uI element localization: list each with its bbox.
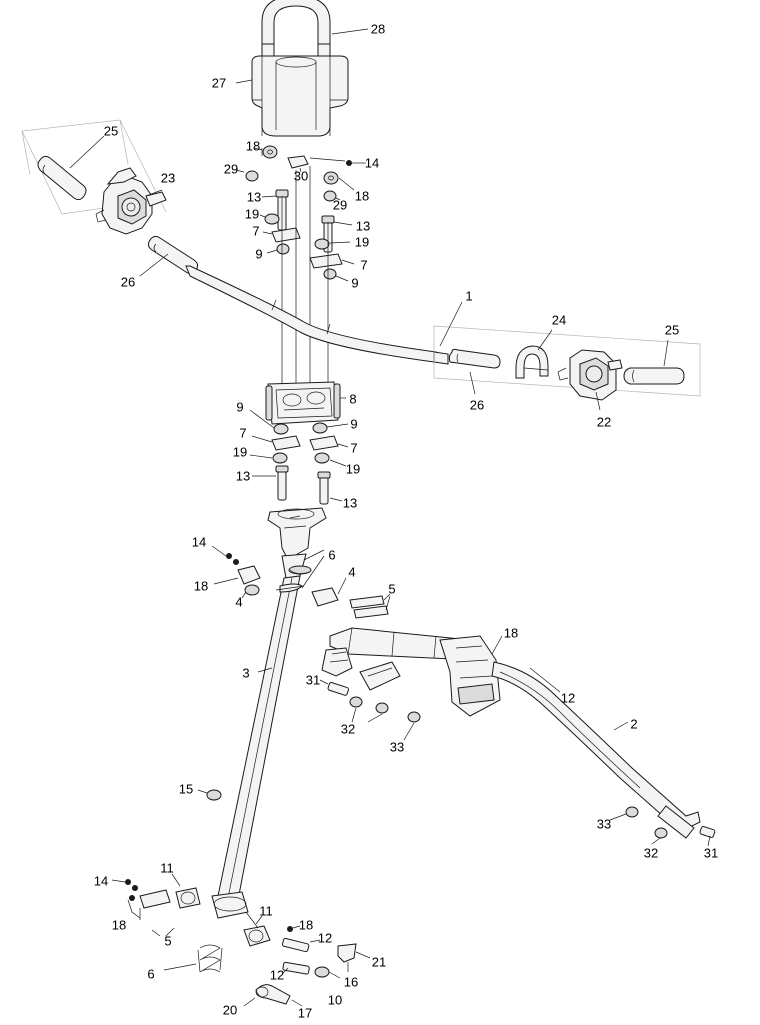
part-25-right-grip <box>624 368 684 384</box>
callout-5-b: 5 <box>164 933 172 949</box>
callout-13-d: 13 <box>342 495 358 511</box>
callout-14-b: 14 <box>191 534 207 550</box>
callout-24: 24 <box>551 312 567 328</box>
column-fasteners-left <box>212 546 260 598</box>
callout-7-d: 7 <box>350 440 358 456</box>
callout-10: 10 <box>327 992 343 1008</box>
callout-18-a: 18 <box>245 138 261 154</box>
callout-7-a: 7 <box>252 223 260 239</box>
callout-9-a: 9 <box>255 246 263 262</box>
callout-7-b: 7 <box>360 257 368 273</box>
callout-2: 2 <box>630 716 638 732</box>
callout-14-a: 14 <box>364 155 380 171</box>
callout-6-b: 6 <box>147 966 155 982</box>
callout-27: 27 <box>211 75 227 91</box>
callout-13-a: 13 <box>246 189 262 205</box>
part-6-spring-lower <box>164 945 222 972</box>
part-8-clamp-plate <box>266 382 340 424</box>
callout-9-d: 9 <box>350 416 358 432</box>
callout-22: 22 <box>596 414 612 430</box>
callout-4-a: 4 <box>348 564 356 580</box>
part-23-left-control <box>96 168 166 234</box>
callout-4-b: 4 <box>235 594 243 610</box>
part-26-right-tube <box>449 349 500 368</box>
callout-15: 15 <box>178 781 194 797</box>
parts-4-5-brackets <box>312 578 390 618</box>
callout-29-b: 29 <box>332 197 348 213</box>
callout-30: 30 <box>293 168 309 184</box>
callout-9-c: 9 <box>236 399 244 415</box>
callout-25-right: 25 <box>664 322 680 338</box>
callout-12-a: 12 <box>560 690 576 706</box>
callout-18-c: 18 <box>193 578 209 594</box>
callout-18-d: 18 <box>503 625 519 641</box>
callout-32-b: 32 <box>643 845 659 861</box>
callout-13-c: 13 <box>235 468 251 484</box>
part-15-washer <box>198 790 221 800</box>
callout-18-e: 18 <box>111 917 127 933</box>
part-1-handlebar <box>186 266 448 364</box>
lower-fastener-cluster <box>250 410 348 504</box>
lower-left-cluster <box>112 874 222 972</box>
callout-9-b: 9 <box>351 275 359 291</box>
callout-17: 17 <box>297 1005 313 1021</box>
callout-33-b: 33 <box>596 816 612 832</box>
callout-8: 8 <box>349 391 357 407</box>
callout-23: 23 <box>160 170 176 186</box>
callout-12-c: 12 <box>269 967 285 983</box>
callout-18-b: 18 <box>354 188 370 204</box>
part-22-right-control <box>558 350 622 400</box>
callout-26-left: 26 <box>120 274 136 290</box>
callout-12-b: 12 <box>317 930 333 946</box>
callout-32-a: 32 <box>340 721 356 737</box>
callout-26-right: 26 <box>469 397 485 413</box>
part-28-handle-loop <box>262 0 330 58</box>
callout-14-c: 14 <box>93 873 109 889</box>
callout-16: 16 <box>343 974 359 990</box>
callout-7-c: 7 <box>239 425 247 441</box>
callout-19-b: 19 <box>354 234 370 250</box>
callout-6-a: 6 <box>328 547 336 563</box>
callout-1: 1 <box>465 288 473 304</box>
callout-19-a: 19 <box>244 206 260 222</box>
callout-20: 20 <box>222 1002 238 1018</box>
callout-11-a: 11 <box>160 860 174 876</box>
callout-25-left: 25 <box>103 123 119 139</box>
callout-13-b: 13 <box>355 218 371 234</box>
callout-5-a: 5 <box>388 581 396 597</box>
callout-18-f: 18 <box>298 917 314 933</box>
part-2-lower-frame <box>322 625 715 838</box>
callout-33-a: 33 <box>389 739 405 755</box>
upper-fastener-cluster <box>236 146 366 420</box>
part-24-clamp-cover <box>516 346 548 378</box>
callout-31-b: 31 <box>703 845 719 861</box>
callout-19-d: 19 <box>345 461 361 477</box>
part-27-cover <box>252 56 348 136</box>
callout-31-a: 31 <box>305 672 321 688</box>
callout-29-a: 29 <box>223 161 239 177</box>
callout-19-c: 19 <box>232 444 248 460</box>
callout-3: 3 <box>242 665 250 681</box>
callout-11-b: 11 <box>259 903 273 919</box>
callout-21: 21 <box>371 954 387 970</box>
callout-28: 28 <box>370 21 386 37</box>
